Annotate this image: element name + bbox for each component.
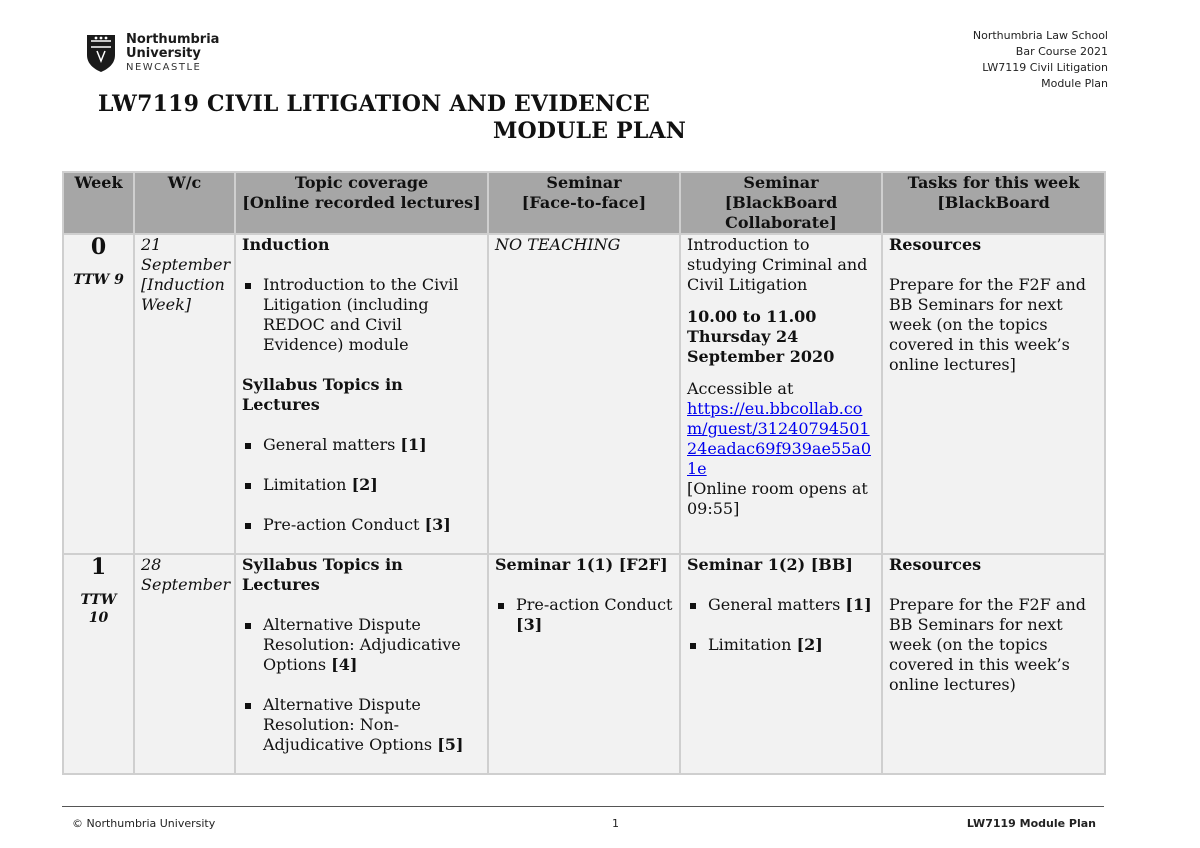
title-line-1: LW7119 CIVIL LITIGATION AND EVIDENCE xyxy=(98,91,651,117)
module-plan-table xyxy=(62,171,1106,775)
logo-line-3: NEWCASTLE xyxy=(126,62,202,73)
school-line: Northumbria Law School xyxy=(972,29,1108,42)
week-cell xyxy=(63,554,134,774)
list-item: Pre-action Conduct [3] xyxy=(242,515,481,535)
syllabus-heading: Syllabus Topics in Lectures xyxy=(242,375,403,414)
tasks-text: Prepare for the F2F and BB Seminars for next week (on the topics covered in this week’s online lectures] xyxy=(889,275,1086,374)
bb-time: 10.00 to 11.00 Thursday 24 September 2020 xyxy=(687,307,835,366)
list-item: Pre-action Conduct [3] xyxy=(495,595,673,635)
header-school-info xyxy=(973,28,1108,92)
seminar-f2f-cell xyxy=(488,554,680,774)
university-logo xyxy=(86,33,219,75)
seminar-heading: Seminar 1(2) [BB] xyxy=(687,555,853,574)
bb-note: [Online room opens at 09:55] xyxy=(687,479,868,518)
topic-cell xyxy=(235,234,488,554)
footer-divider xyxy=(62,806,1104,807)
logo-line-2: University xyxy=(126,46,201,61)
list-item: Limitation [2] xyxy=(687,635,875,655)
footer-page-number: 1 xyxy=(612,817,619,830)
seminar-bb-cell xyxy=(680,554,882,774)
seminar-f2f-cell: NO TEACHING xyxy=(488,234,680,554)
table-row xyxy=(63,234,1105,554)
header-week: Week xyxy=(63,172,134,234)
list-item: Limitation [2] xyxy=(242,475,481,495)
wc-cell: 21 September [Induction Week] xyxy=(134,234,235,554)
wc-cell: 28 September xyxy=(134,554,235,774)
table-row xyxy=(63,554,1105,774)
bb-intro: Introduction to studying Criminal and Civil Litigation xyxy=(687,235,868,294)
list-item: Alternative Dispute Resolution: Adjudicative Options [4] xyxy=(242,615,481,675)
bb-collaborate-link[interactable]: https://eu.bbcollab.com/guest/3124079450124eadac69f939ae55a01e xyxy=(687,399,872,478)
header-wc: W/c xyxy=(134,172,235,234)
week-number: 1 xyxy=(90,554,107,580)
crest-icon xyxy=(86,33,116,73)
school-line: LW7119 Civil Litigation xyxy=(982,61,1108,74)
school-line: Module Plan xyxy=(1041,77,1108,90)
bb-access-label: Accessible at xyxy=(687,379,794,398)
ttw-label: TTW 9 xyxy=(73,272,124,288)
tasks-text: Prepare for the F2F and BB Seminars for next week (on the topics covered in this week’s online lectures) xyxy=(889,595,1086,694)
school-line: Bar Course 2021 xyxy=(1015,45,1108,58)
list-item: General matters [1] xyxy=(687,595,875,615)
week-number: 0 xyxy=(90,234,107,260)
seminar-bb-cell xyxy=(680,234,882,554)
tasks-heading: Resources xyxy=(889,235,982,254)
header-tasks: Tasks for this week [BlackBoard xyxy=(882,172,1105,234)
week-cell xyxy=(63,234,134,554)
list-item: Alternative Dispute Resolution: Non-Adjudicative Options [5] xyxy=(242,695,481,755)
ttw-label: TTW 10 xyxy=(80,592,117,626)
tasks-heading: Resources xyxy=(889,555,982,574)
table-header-row xyxy=(63,172,1105,234)
page-title xyxy=(98,91,686,145)
footer-copyright: © Northumbria University xyxy=(72,817,216,830)
header-seminar-bb: Seminar [BlackBoard Collaborate] xyxy=(680,172,882,234)
list-item: Introduction to the Civil Litigation (including REDOC and Civil Evidence) module xyxy=(242,275,481,355)
tasks-cell xyxy=(882,554,1105,774)
title-line-2: MODULE PLAN xyxy=(493,118,687,144)
logo-line-1: Northumbria xyxy=(126,32,220,47)
header-topic: Topic coverage [Online recorded lectures] xyxy=(235,172,488,234)
seminar-heading: Seminar 1(1) [F2F] xyxy=(495,555,668,574)
topic-cell xyxy=(235,554,488,774)
syllabus-heading: Syllabus Topics in Lectures xyxy=(242,555,403,594)
topic-heading: Induction xyxy=(242,235,330,254)
list-item: General matters [1] xyxy=(242,435,481,455)
tasks-cell xyxy=(882,234,1105,554)
header-seminar-f2f: Seminar [Face-to-face] xyxy=(488,172,680,234)
footer-module-plan: LW7119 Module Plan xyxy=(966,817,1096,830)
